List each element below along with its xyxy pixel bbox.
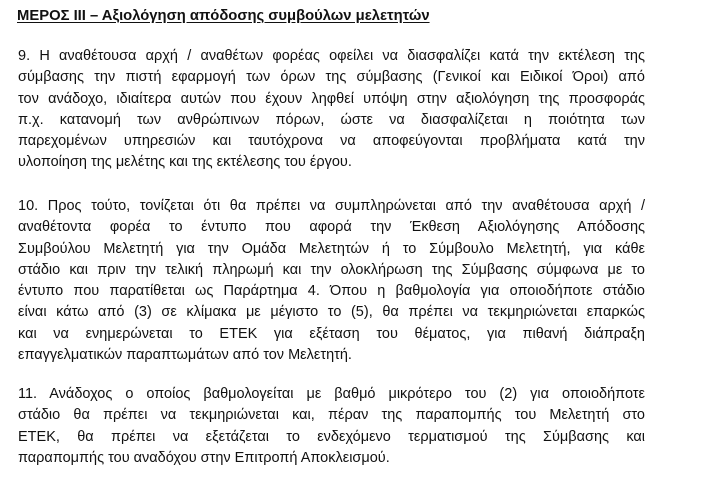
paragraph-10 [18,196,645,366]
paragraph-line: στάδιο θα πρέπει να τεκμηριώνεται και, πέραν της παραπομπής του Μελετητή στο [18,407,645,424]
paragraph-line: Συμβούλου Μελετητή για την Ομάδα Μελετητών ή το Σύμβουλο Μελετητή, για κάθε [18,240,645,257]
section-heading: ΜΕΡΟΣ ΙΙΙ – Αξιολόγηση απόδοσης συμβούλων μελετητών [17,8,430,24]
paragraph-line: σύμβασης την πιστή εφαρμογή των όρων της σύμβασης (Γενικοί και Ειδικοί Όροι) από [18,69,645,86]
paragraph-line: στάδιο και πριν την τελική πληρωμή και την ολοκλήρωση της Σύμβασης σύμφωνα με το [18,261,645,278]
paragraph-line: υλοποίηση της μελέτης και της εκτέλεσης του έργου. [18,154,352,171]
paragraph-line: παρεχομένων υπηρεσιών και ταυτόχρονα να αποφεύγονται προβλήματα κατά την [18,133,645,150]
paragraph-line: αναθέτοντα φορέα το έντυπο που αφορά την Έκθεση Αξιολόγησης Απόδοσης [18,219,645,236]
paragraph-line: π.χ. κατανομή των ανθρώπινων πόρων, ώστε να διασφαλίζεται η ποιότητα των [18,111,645,128]
paragraph-line: έντυπο που παρατίθεται ως Παράρτημα 4. Όπου η βαθμολογία για οποιοδήποτε στάδιο [18,283,645,300]
paragraph-line: επαγγελματικών παραπτωμάτων από τον Μελετητή. [18,347,352,364]
paragraph-line: και να ενημερώνεται το ΕΤΕΚ για εξέταση του θέματος, για πιθανή διάπραξη [18,325,645,342]
paragraph-line: ΕΤΕΚ, θα πρέπει να εξετάζεται το ενδεχόμενο τερματισμού της Σύμβασης και [18,428,645,445]
paragraph-line: είναι κάτω από (3) σε κλίμακα με μέγιστο το (5), θα πρέπει να τεκμηριώνεται επαρκώς [18,304,645,321]
paragraph-9 [18,46,645,174]
paragraph-line: τον ανάδοχο, ιδιαίτερα αυτών που έχουν ληφθεί υπόψη στην αξιολόγηση της προσφοράς [18,90,645,107]
paragraph-line: 9. Η αναθέτουσα αρχή / αναθέτων φορέας οφείλει να διασφαλίζει κατά την εκτέλεση της [18,48,645,64]
paragraph-11 [18,384,645,469]
paragraph-line: 11. Ανάδοχος ο οποίος βαθμολογείται με βαθμό μικρότερο του (2) για οποιοδήποτε [18,386,645,402]
paragraph-line: παραπομπής του αναδόχου στην Επιτροπή Αποκλεισμού. [18,449,390,466]
paragraph-line: 10. Προς τούτο, τονίζεται ότι θα πρέπει να συμπληρώνεται από την αναθέτουσα αρχή / [18,198,645,214]
